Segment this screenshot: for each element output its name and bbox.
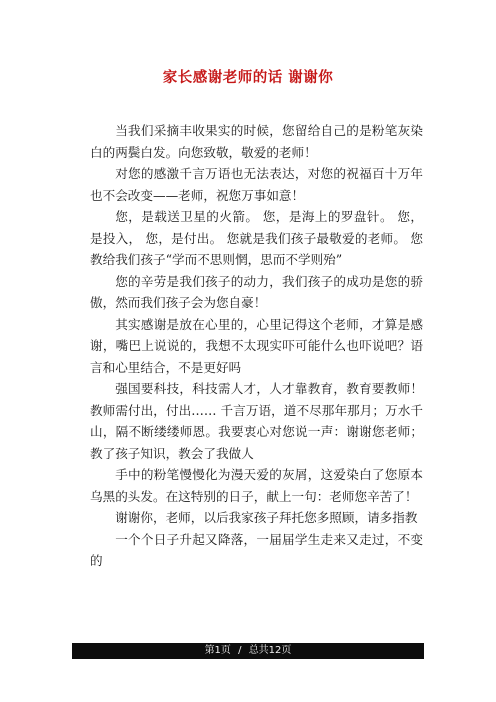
page-total: 总共12页 xyxy=(248,645,292,656)
paragraph: 您的辛劳是我们孩子的动力，我们孩子的成功是您的骄傲，然而我们孩子会为您自豪！ xyxy=(90,273,423,310)
document-body xyxy=(90,120,423,572)
paragraph: 手中的粉笔慢慢化为漫天爱的灰屑，这爱染白了您原本乌黑的头发。在这特别的日子，献上一句：老师您辛苦了！ xyxy=(90,467,423,504)
paragraph: 当我们采摘丰收果实的时候，您留给自己的是粉笔灰染白的两鬓白发。向您致敬，敬爱的老师！ xyxy=(90,123,423,160)
paragraph: 谢谢你，老师，以后我家孩子拜托您多照顾，请多指教 xyxy=(115,510,418,525)
paragraph: 强国要科技，科技需人才，人才靠教育，教育要教师！教师需付出，付出…… 千言万语，道不尽那年那月；万水千山，隔不断缕缕师恩。我要衷心对您说一声：谢谢您老师；教了孩子知识，教会了我做人 xyxy=(90,381,423,461)
page-separator: / xyxy=(238,645,242,656)
paragraph: 对您的感激千言万语也无法表达，对您的祝福百十万年也不会改变——老师，祝您万事如意！ xyxy=(90,166,423,203)
page-number: 第1页 xyxy=(204,645,231,656)
page-footer xyxy=(72,643,424,659)
document-title: 家长感谢老师的话 谢谢你 xyxy=(162,70,334,86)
paragraph: 您，是载送卫星的火箭。 您，是海上的罗盘针。 您，是投入， 您，是付出。 您就是我们孩子最敬爱的老师。 您教给我们孩子“学而不思则惘，思而不学则殆” xyxy=(90,209,423,267)
paragraph: 一个个日子升起又降落，一届届学生走来又走过，不变的 xyxy=(90,531,423,568)
paragraph: 其实感谢是放在心里的，心里记得这个老师，才算是感谢，嘴巴上说说的，我想不太现实吓可能什么也吓说吧？语言和心里结合，不是更好吗 xyxy=(90,316,423,375)
